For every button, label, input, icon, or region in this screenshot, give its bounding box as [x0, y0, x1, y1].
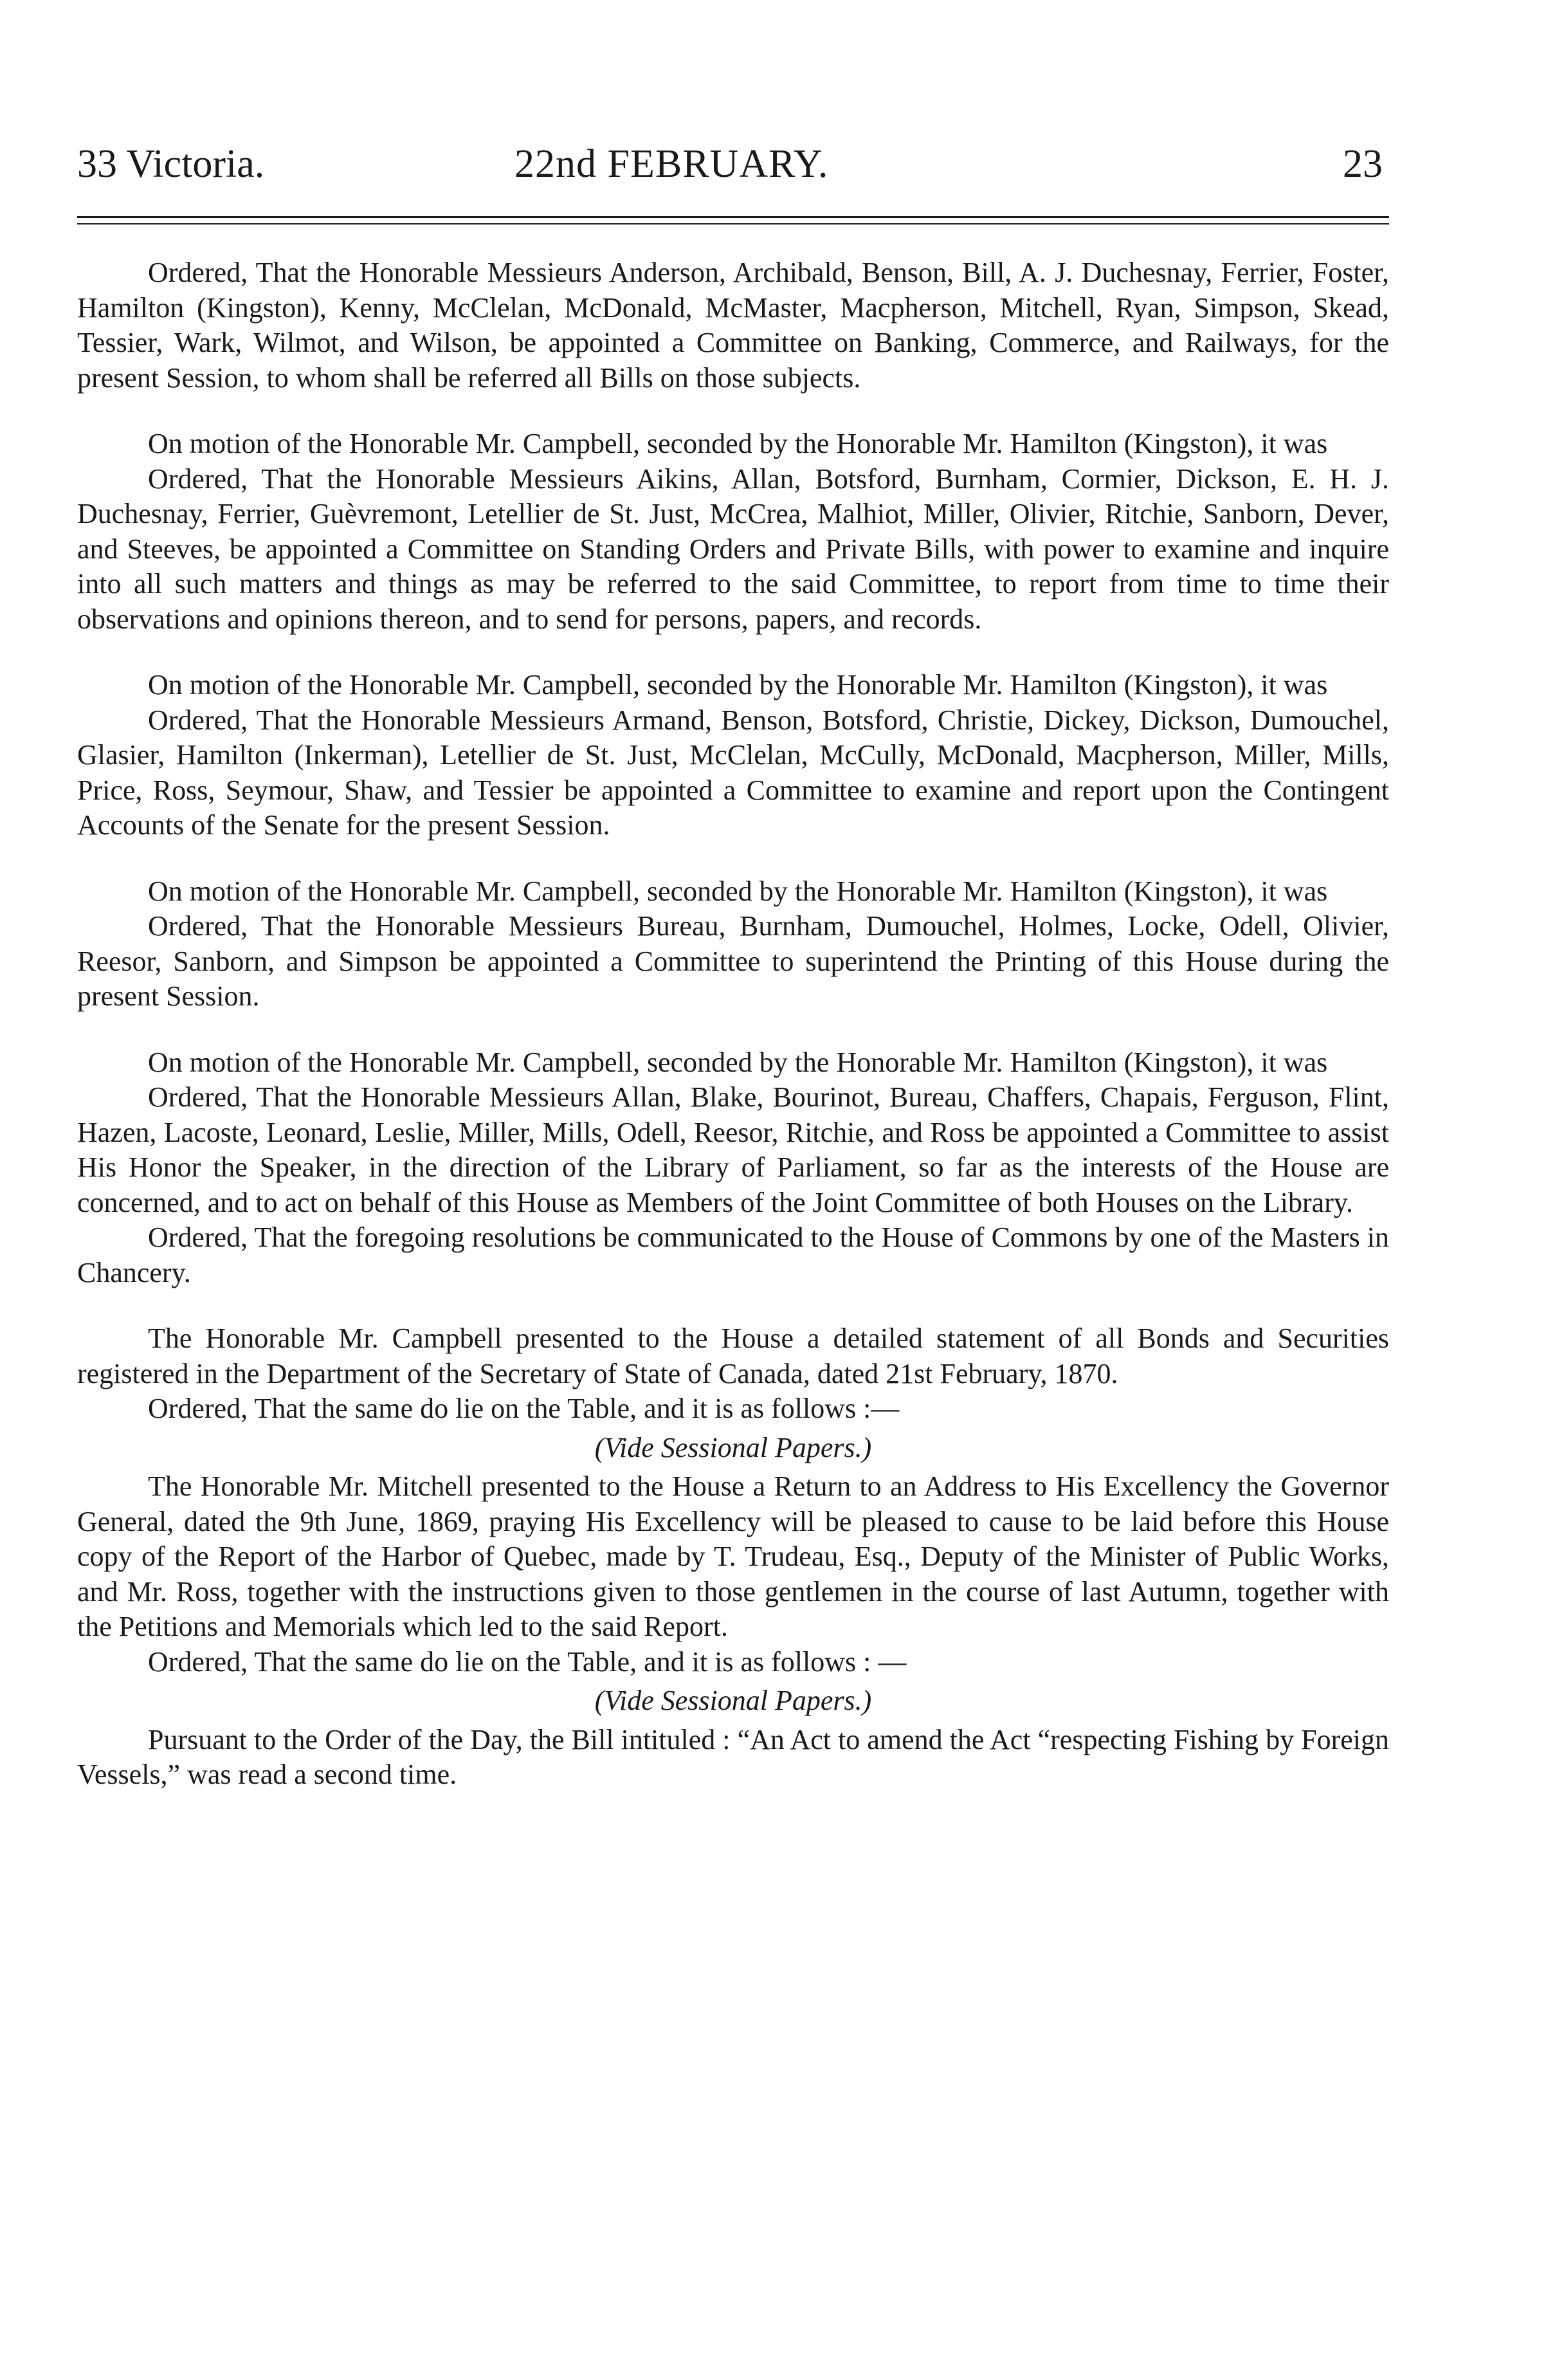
contingent-accounts-motion — [77, 668, 1389, 843]
order-paragraph: Ordered, That the Honorable Messieurs Aikins, Allan, Botsford, Burnham, Cormier, Dickson, E. H. J. Duchesnay, Ferrier, Guèvremont, Letellier de St. Just, McCrea, Malhiot, Miller, Olivier, Ritchie, Sanborn, Dever, and Steeves, be appointed a Committee on Standing Orders and Private Bills, with power to examine and inquire into all such matters and things as may be referred to the said Committee, to report from time to time their observations and opinions thereon, and to send for persons, papers, and records. — [77, 462, 1389, 635]
motion-paragraph: On motion of the Honorable Mr. Campbell, seconded by the Honorable Mr. Hamilton (Kingston), it was — [148, 1046, 1328, 1078]
motion-paragraph: On motion of the Honorable Mr. Campbell, seconded by the Honorable Mr. Hamilton (Kingston), it was — [148, 428, 1328, 459]
presentation-paragraph: The Honorable Mr. Campbell presented to the House a detailed statement of all Bonds and Securities registered in the Department of the Secretary of State of Canada, dated 21st February, 1870. — [77, 1323, 1389, 1389]
page-number: 23 — [1343, 142, 1383, 186]
standing-orders-motion — [77, 426, 1389, 637]
sessional-papers-note: (Vide Sessional Papers.) — [594, 1431, 872, 1463]
library-motion — [77, 1045, 1389, 1291]
order-paragraph: Ordered, That the Honorable Messieurs Armand, Benson, Botsford, Christie, Dickey, Dickson, Dumouchel, Glasier, Hamilton (Inkerman), Letellier de St. Just, McClelan, McCully, McDonald, Macpherson, Miller, Mills, Price, Ross, Seymour, Shaw, and Tessier be appointed a Committee to examine and report upon the Contingent Accounts of the Senate for the present Session. — [77, 704, 1389, 841]
order-paragraph: Ordered, That the foregoing resolutions be communicated to the House of Commons by one of the Masters in Chancery. — [77, 1222, 1389, 1288]
journal-page — [77, 142, 1389, 1824]
regnal-year: 33 Victoria. — [77, 142, 265, 186]
motion-paragraph: On motion of the Honorable Mr. Campbell, seconded by the Honorable Mr. Hamilton (Kingston), it was — [148, 875, 1328, 907]
motion-paragraph: On motion of the Honorable Mr. Campbell, seconded by the Honorable Mr. Hamilton (Kingston), it was — [148, 669, 1328, 700]
order-paragraph: Ordered, That the same do lie on the Table, and it is as follows :— — [148, 1393, 900, 1424]
header-rule-thin — [77, 223, 1389, 224]
order-paragraph: Ordered, That the Honorable Messieurs Allan, Blake, Bourinot, Bureau, Chaffers, Chapais, Ferguson, Flint, Hazen, Lacoste, Leonard, Leslie, Miller, Mills, Odell, Reesor, Ritchie, and Ross be appointed a Committee to assist His Honor the Speaker, in the direction of the Library of Parliament, so far as the interests of the House are concerned, and to act on behalf of this House as Members of the Joint Committee of both Houses on the Library. — [77, 1081, 1389, 1218]
journal-body — [77, 255, 1389, 1793]
presentation-paragraph: The Honorable Mr. Mitchell presented to the House a Return to an Address to His Excellency the Governor General, dated the 9th June, 1869, praying His Excellency will be pleased to cause to be laid before this House copy of the Report of the Harbor of Quebec, made by T. Trudeau, Esq., Deputy of the Minister of Public Works, and Mr. Ross, together with the instructions given to those gentlemen in the course of last Autumn, together with the Petitions and Memorials which led to the said Report. — [77, 1470, 1389, 1642]
order-paragraph: Ordered, That the Honorable Messieurs Anderson, Archibald, Benson, Bill, A. J. Duchesnay, Ferrier, Foster, Hamilton (Kingston), Kenny, McClelan, McDonald, McMaster, Macpherson, Mitchell, Ryan, Simpson, Skead, Tessier, Wark, Wilmot, and Wilson, be appointed a Committee on Banking, Commerce, and Railways, for the present Session, to whom shall be referred all Bills on those subjects. — [77, 257, 1389, 394]
sessional-papers-note: (Vide Sessional Papers.) — [594, 1685, 872, 1716]
date-heading: 22nd FEBRUARY. — [514, 142, 829, 186]
banking-committee-order — [77, 255, 1389, 396]
order-paragraph: Ordered, That the same do lie on the Table, and it is as follows : — — [148, 1645, 907, 1678]
bonds-statement — [77, 1321, 1389, 1465]
running-head — [77, 142, 1389, 212]
quebec-harbor-return — [77, 1469, 1389, 1719]
header-rule — [77, 216, 1389, 218]
bill-paragraph: Pursuant to the Order of the Day, the Bill intituled : “An Act to amend the Act “respecting Fishing by Foreign Vessels,” was read a second time. — [77, 1723, 1389, 1790]
printing-motion — [77, 874, 1389, 1014]
order-paragraph: Ordered, That the Honorable Messieurs Bureau, Burnham, Dumouchel, Holmes, Locke, Odell, Olivier, Reesor, Sanborn, and Simpson be appointed a Committee to superintend the Printing of this House during the present Session. — [77, 910, 1389, 1012]
fishing-bill — [77, 1723, 1389, 1793]
